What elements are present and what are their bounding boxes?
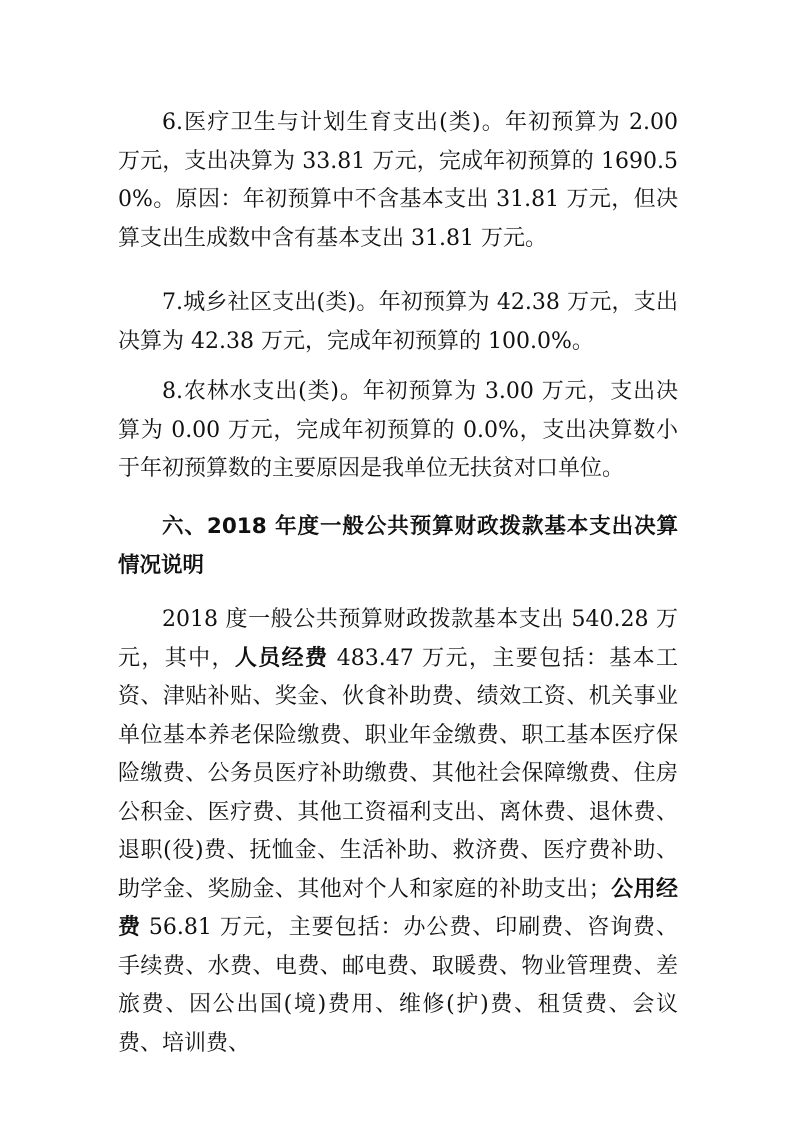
paragraph-item-7: 7.城乡社区支出(类)。年初预算为 42.38 万元，支出决算为 42.38 万元，完成年初预算的 100.0%。: [118, 290, 678, 354]
section-heading-6: 六、2018 年度一般公共预算财政拨款基本支出决算情况说明: [118, 514, 678, 578]
paragraph-item-8: 8.农林水支出(类)。年初预算为 3.00 万元，支出决算为 0.00 万元，完成年初预算的 0.0%，支出决算数小于年初预算数的主要原因是我单位无扶贫对口单位。: [118, 379, 678, 481]
personnel-expense-label: 人员经费: [234, 645, 329, 671]
public-expense-label: 公用经费: [118, 876, 678, 940]
personnel-expense-text: 483.47 万元，主要包括：基本工资、津贴补贴、奖金、伙食补助费、绩效工资、机关事业单位基本养老保险缴费、职业年金缴费、职工基本医疗保险缴费、公务员医疗补助缴费、其他社会保障缴费、住房公积金、医疗费、其他工资福利支出、离休费、退休费、退职(役)费、抚恤金、生活补助、救济费、医疗费补助、助学金、奖励金、其他对个人和家庭的补助支出；: [118, 645, 678, 902]
basic-intro: 2018 度一般公共预算财政拨款基本支出 540.28 万元，其中，: [118, 607, 678, 671]
public-expense-text: 56.81 万元，主要包括：办公费、印刷费、咨询费、手续费、水费、电费、邮电费、取暖费、物业管理费、差旅费、因公出国(境)费用、维修(护)费、租赁费、会议费、培训费、: [118, 915, 678, 1056]
paragraph-item-6: 6.医疗卫生与计划生育支出(类)。年初预算为 2.00 万元，支出决算为 33.81 万元，完成年初预算的 1690.50%。原因：年初预算中不含基本支出 31.81 万元，但决算支出生成数中含有基本支出 31.81 万元。: [118, 110, 678, 251]
paragraph-basic-expenditure: [118, 601, 678, 1063]
